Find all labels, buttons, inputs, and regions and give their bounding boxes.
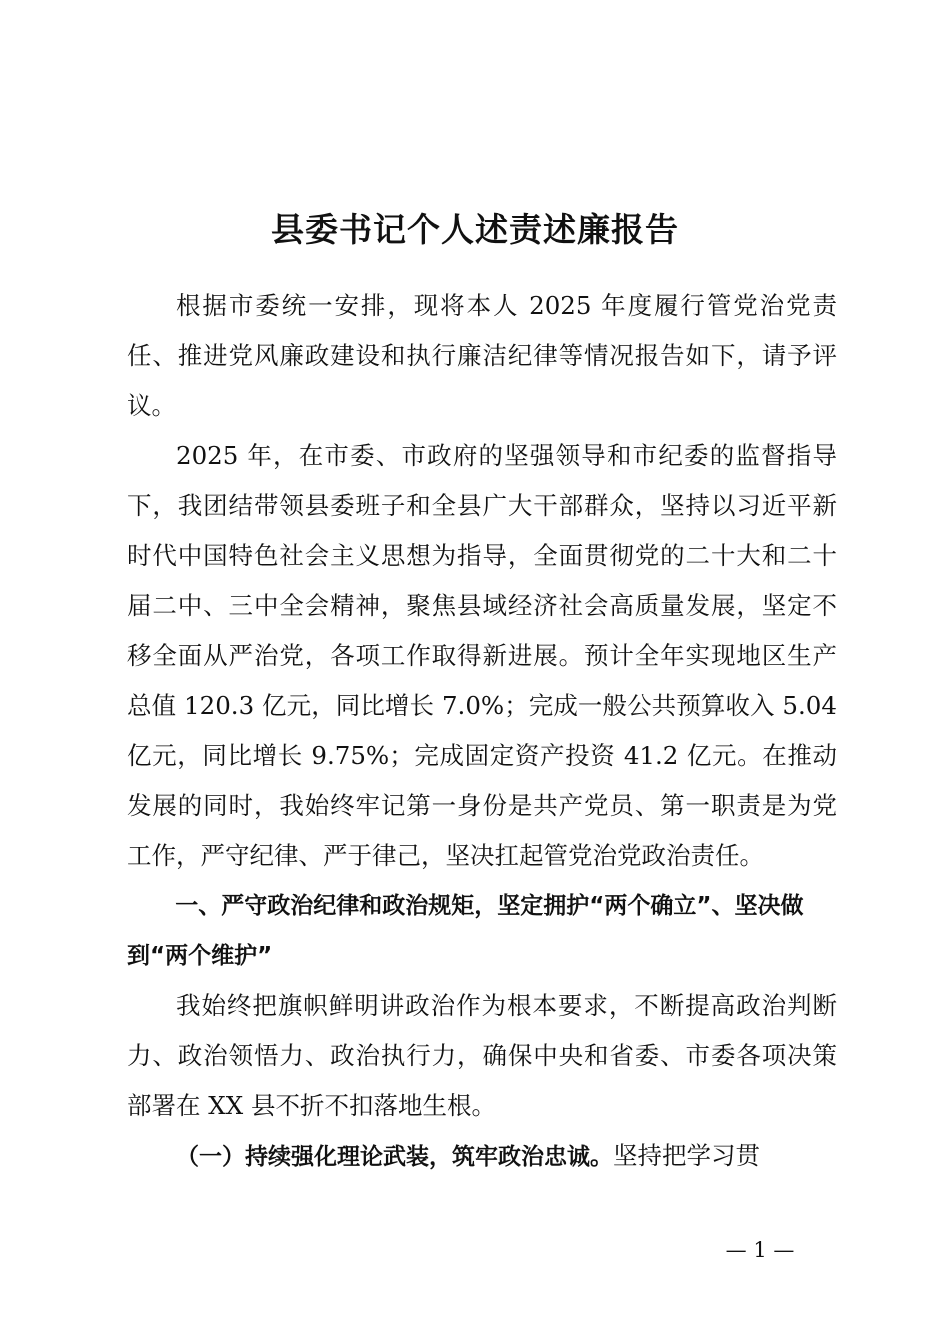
document-body	[127, 281, 837, 1182]
section-heading-1: 一、严守政治纪律和政治规矩，坚定拥护“两个确立”、坚决做到“两个维护”	[127, 893, 804, 969]
subsection-1-title: （一）持续强化理论武装，筑牢政治忠诚。	[176, 1144, 613, 1170]
paragraph-intro: 根据市委统一安排，现将本人 2025 年度履行管党治党责任、推进党风廉政建设和执行廉洁纪律等情况报告如下，请予评议。	[127, 291, 837, 420]
section-1-body: 我始终把旗帜鲜明讲政治作为根本要求，不断提高政治判断力、政治领悟力、政治执行力，确保中央和省委、市委各项决策部署在 XX 县不折不扣落地生根。	[127, 991, 837, 1120]
paragraph-overview: 2025 年，在市委、市政府的坚强领导和市纪委的监督指导下，我团结带领县委班子和全县广大干部群众，坚持以习近平新时代中国特色社会主义思想为指导，全面贯彻党的二十大和二十届二中、三中全会精神，聚焦县域经济社会高质量发展，坚定不移全面从严治党，各项工作取得新进展。预计全年实现地区生产总值 120.3 亿元，同比增长 7.0%；完成一般公共预算收入 5.04 亿元，同比增长 9.75%；完成固定资产投资 41.2 亿元。在推动发展的同时，我始终牢记第一身份是共产党员、第一职责是为党工作，严守纪律、严于律己，坚决扛起管党治党政治责任。	[127, 441, 837, 870]
subsection-1-text: 坚持把学习贯	[613, 1141, 760, 1170]
subsection-1-paragraph	[127, 1131, 837, 1182]
page-title: 县委书记个人述责述廉报告	[271, 210, 679, 250]
page-number: — 1 —	[725, 1238, 795, 1262]
